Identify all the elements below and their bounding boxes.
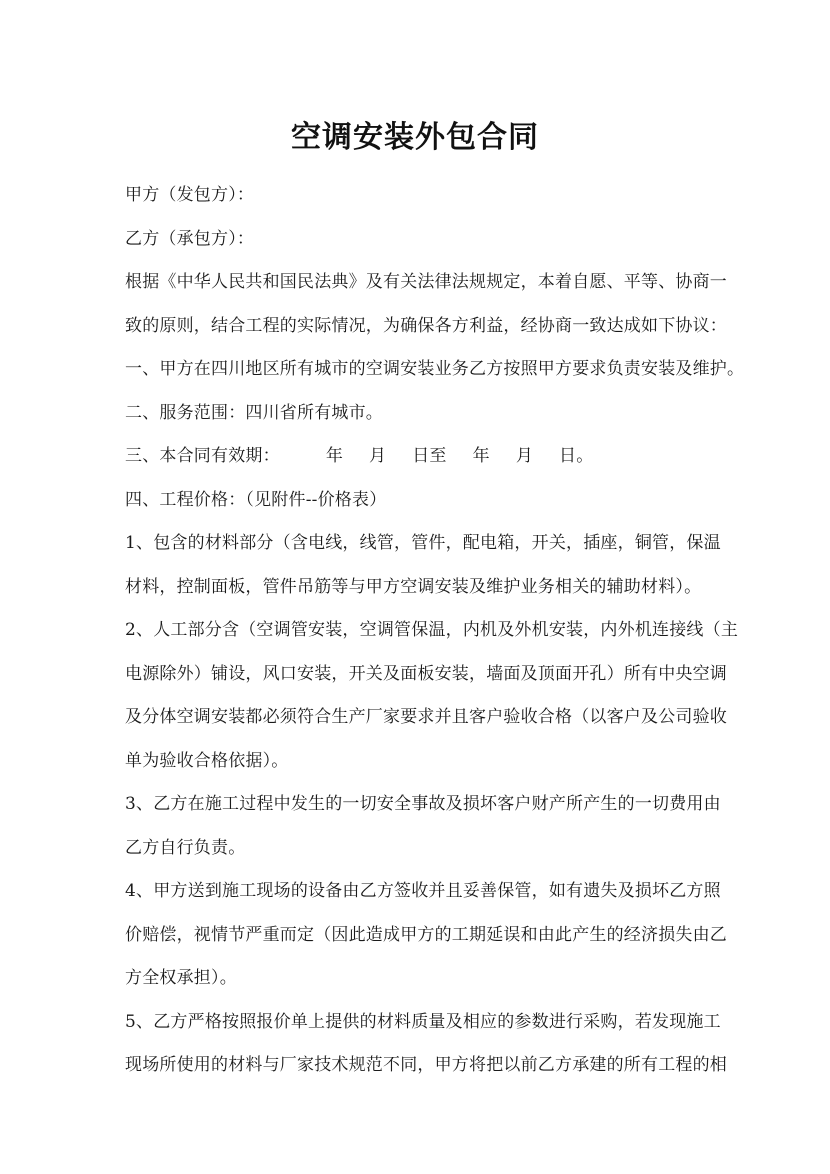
item-5-line-2: 现场所使用的材料与厂家技术规范不同，甲方将把以前乙方承建的所有工程的相 <box>125 1055 727 1075</box>
clause-3-day-to: 日至 <box>412 446 447 466</box>
item-1-line-2: 材料，控制面板，管件吊筋等与甲方空调安装及维护业务相关的辅助材料）。 <box>125 577 702 597</box>
intro-line-1: 根据《中华人民共和国民法典》及有关法律法规规定，本着自愿、平等、协商一 <box>125 272 727 292</box>
party-b-line: 乙方（承包方）： <box>125 229 255 249</box>
item-4-line-2: 价赔偿，视情节严重而定（因此造成甲方的工期延误和由此产生的经济损失由乙 <box>125 925 727 945</box>
clause-3-year-1: 年 <box>325 446 344 466</box>
clause-1: 一、甲方在四川地区所有城市的空调安装业务乙方按照甲方要求负责安装及维护。 <box>125 359 745 379</box>
clause-3-year-2: 年 <box>472 446 490 466</box>
clause-3-day-2: 日。 <box>559 446 594 466</box>
item-2-line-4: 单为验收合格依据）。 <box>125 751 289 771</box>
item-2-line-2: 电源除外）铺设，风口安装，开关及面板安装，墙面及顶面开孔）所有中央空调 <box>125 664 727 684</box>
clause-3-month-2: 月 <box>515 446 534 466</box>
item-1-line-1: 1、包含的材料部分（含电线，线管，管件，配电箱，开关，插座，铜管，保温 <box>125 533 721 553</box>
clause-3-month-1: 月 <box>369 446 387 466</box>
item-4-line-3: 方全权承担）。 <box>125 968 237 988</box>
clause-3-label: 三、本合同有效期： <box>125 446 280 466</box>
item-3-line-1: 3、乙方在施工过程中发生的一切安全事故及损坏客户财产所产生的一切费用由 <box>125 794 721 814</box>
intro-line-2: 致的原则，结合工程的实际情况，为确保各方利益，经协商一致达成如下协议： <box>125 316 727 336</box>
item-5-line-1: 5、乙方严格按照报价单上提供的材料质量及相应的参数进行采购，若发现施工 <box>125 1012 721 1032</box>
item-3-line-2: 乙方自行负责。 <box>125 838 246 858</box>
clause-3 <box>125 441 593 466</box>
document-title: 空调安装外包合同 <box>291 120 539 155</box>
item-2-line-3: 及分体空调安装都必须符合生产厂家要求并且客户验收合格（以客户及公司验收 <box>125 707 727 727</box>
clause-2: 二、服务范围：四川省所有城市。 <box>125 403 383 423</box>
item-4-line-1: 4、甲方送到施工现场的设备由乙方签收并且妥善保管，如有遗失及损坏乙方照 <box>125 881 721 901</box>
item-2-line-1: 2、人工部分含（空调管安装，空调管保温，内机及外机安装，内外机连接线（主 <box>125 620 739 640</box>
clause-4: 四、工程价格：（见附件--价格表） <box>125 490 387 510</box>
party-a-line: 甲方（发包方）： <box>125 185 255 205</box>
